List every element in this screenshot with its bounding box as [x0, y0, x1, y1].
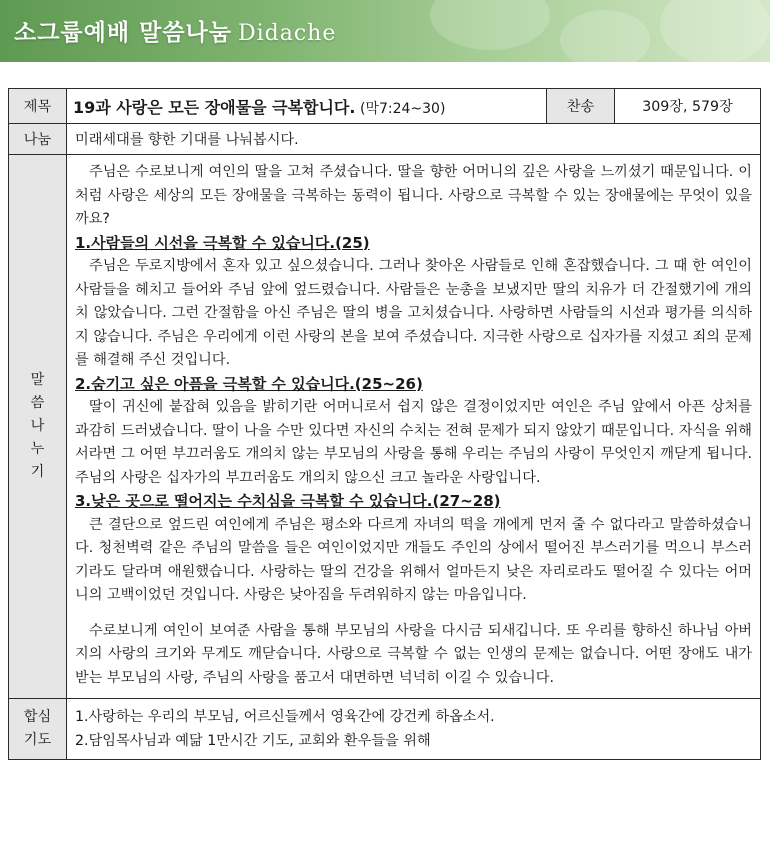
lesson-title	[67, 89, 547, 124]
prayer-item-2: 2.담임목사님과 예닮 1만시간 기도, 교회와 환우들을 위해	[75, 733, 431, 749]
prayer-label-line: 합심	[23, 709, 52, 725]
prayer-item-1: 1.사랑하는 우리의 부모님, 어르신들께서 영육간에 강건케 하옵소서.	[75, 709, 495, 725]
sermon-label-char: 씀	[30, 395, 45, 411]
banner-title-text: 소그룹예배 말씀나눔	[14, 20, 232, 46]
leaf-decoration	[660, 0, 770, 62]
point-heading-2: 2.숨기고 싶은 아픔을 극복할 수 있습니다.(25~26)	[75, 374, 423, 393]
sermon-body	[67, 155, 761, 699]
prayer-label	[9, 699, 67, 760]
subject-label: 제목	[9, 89, 67, 124]
leaf-decoration	[560, 10, 650, 62]
sermon-label-char: 말	[30, 372, 45, 388]
banner-title	[14, 14, 336, 47]
sermon-row	[9, 155, 761, 699]
subject-row	[9, 89, 761, 124]
prayer-label-line: 기도	[23, 732, 52, 748]
banner-subtitle: Didache	[237, 21, 337, 46]
hymn-label: 찬송	[547, 89, 615, 124]
prayer-list	[67, 699, 761, 760]
sermon-label-char: 나	[30, 418, 45, 434]
lesson-sheet	[8, 88, 761, 760]
sermon-label-char: 기	[30, 464, 45, 480]
share-text: 미래세대를 향한 기대를 나눠봅시다.	[67, 124, 761, 155]
scripture-reference: (막7:24~30)	[359, 100, 446, 117]
header-banner	[0, 0, 770, 62]
point-paragraph-2: 딸이 귀신에 붙잡혀 있음을 밝히기란 어머니로서 쉽지 않은 결정이었지만 여인은 주님 앞에서 아픈 상처를 과감히 드러냈습니다. 딸이 나을 수만 있다면 자신의 수치는 전혀 문제가 되지 않았기 때문입니다. 자식을 위해서라면 그 어떤 부끄러움도 개의치 않는 부모님의 사랑을 통해 우리는 주님의 사랑이 무엇인지 깨닫게 됩니다. 주님의 사랑은 십자가의 부끄러움도 개의치 않으신 크고 놀라운 사랑입니다.	[75, 399, 752, 486]
leaf-decoration	[430, 0, 550, 50]
closing-paragraph: 수로보니게 여인이 보여준 사람을 통해 부모님의 사랑을 다시금 되새깁니다. 또 우리를 향하신 하나님 아버지의 사랑의 크기와 무게도 깨닫습니다. 사랑으로 극복할 수 없는 인생의 문제는 없습니다. 어떤 장애도 내가 받는 부모님의 사랑, 주님의 사랑을 품고서 대면하면 넉넉히 이길 수 있습니다.	[75, 622, 752, 686]
intro-paragraph: 주님은 수로보니게 여인의 딸을 고쳐 주셨습니다. 딸을 향한 어머니의 깊은 사랑을 느끼셨기 때문입니다. 이처럼 사랑은 세상의 모든 장애물을 극복하는 동력이 됩니다. 사랑으로 극복할 수 있는 장애물에는 무엇이 있을까요?	[75, 164, 752, 227]
sermon-label-char: 누	[30, 441, 45, 457]
hymn-numbers: 309장, 579장	[615, 89, 761, 124]
point-heading-3: 3.낮은 곳으로 떨어지는 수치심을 극복할 수 있습니다.(27~28)	[75, 492, 501, 510]
prayer-row	[9, 699, 761, 760]
sermon-label	[9, 155, 67, 699]
share-label: 나눔	[9, 124, 67, 155]
lesson-title-text: 19과 사랑은 모든 장애물을 극복합니다.	[73, 97, 356, 117]
point-paragraph-3: 큰 결단으로 엎드린 여인에게 주님은 평소와 다르게 자녀의 떡을 개에게 먼저 줄 수 없다라고 말씀하셨습니다. 청천벽력 같은 주님의 말씀을 들은 여인이었지만 개들도 주인의 상에서 떨어진 부스러기를 먹으니 부스러기라도 달라며 애원했습니다. 사랑하는 딸의 건강을 위해서 얼마든지 낮은 자리로라도 떨어질 수 있다는 어머니의 고백이었던 것입니다. 사랑은 낮아짐을 두려워하지 않는 마음입니다.	[75, 516, 752, 603]
point-heading-1: 1.사람들의 시선을 극복할 수 있습니다.(25)	[75, 233, 370, 252]
share-row	[9, 124, 761, 155]
point-paragraph-1: 주님은 두로지방에서 혼자 있고 싶으셨습니다. 그러나 찾아온 사람들로 인해 혼잡했습니다. 그 때 한 여인이 사람들을 헤치고 들어와 주님 앞에 엎드렸습니다. 사람들은 눈총을 보냈지만 딸의 치유가 더 간절했기에 개의치 않았습니다. 그런 간절함을 아신 주님은 딸의 병을 고치셨습니다. 사랑하면 사람들의 시선과 평가를 의식하지 않습니다. 주님은 우리에게 이런 사랑의 본을 보여 주셨습니다. 지극한 사랑으로 십자가를 지셨고 죄의 문제를 해결해 주신 것입니다.	[75, 258, 752, 368]
